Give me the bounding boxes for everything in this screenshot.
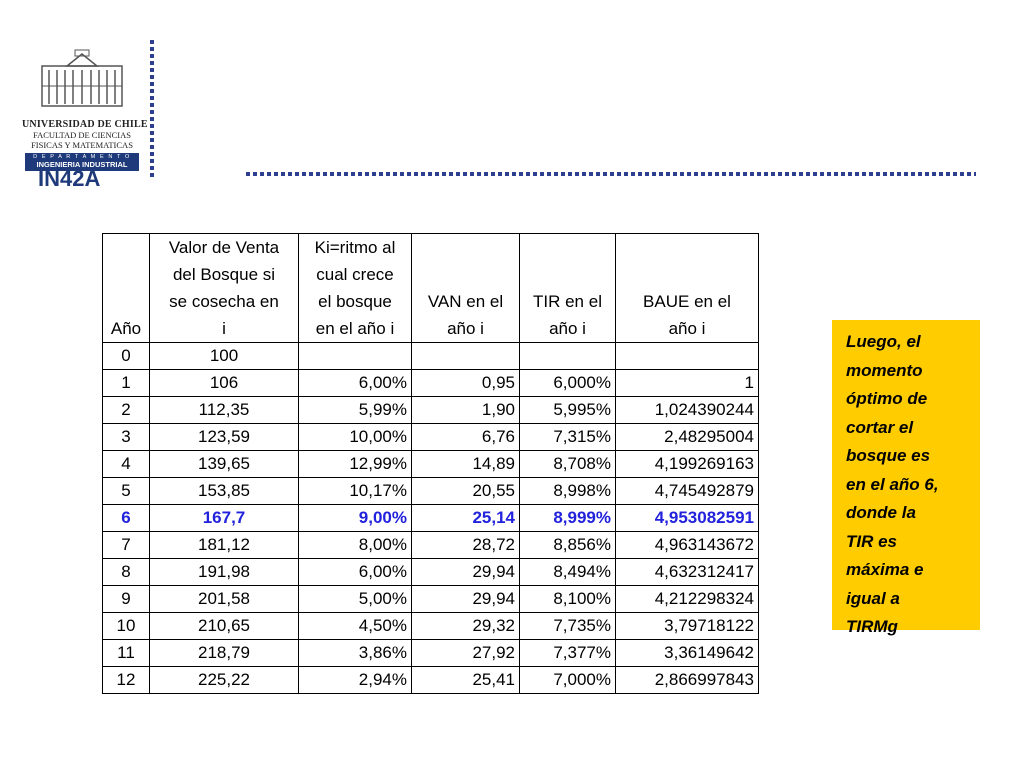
table-cell: 201,58 — [150, 586, 299, 613]
table-cell: 5,99% — [299, 397, 412, 424]
table-cell: 218,79 — [150, 640, 299, 667]
table-cell: 6,76 — [412, 424, 520, 451]
table-cell: 1 — [103, 370, 150, 397]
table-cell: 6 — [103, 505, 150, 532]
table-cell: 106 — [150, 370, 299, 397]
callout-line: igual a — [846, 588, 900, 608]
column-header-line: año i — [447, 319, 484, 338]
table-cell: 25,14 — [412, 505, 520, 532]
table-cell: 8,856% — [520, 532, 616, 559]
column-header — [616, 234, 759, 343]
table-row — [103, 667, 759, 694]
table-cell: 8,998% — [520, 478, 616, 505]
table-row — [103, 532, 759, 559]
table-cell: 4,963143672 — [616, 532, 759, 559]
table-row — [103, 343, 759, 370]
column-header-line: Año — [110, 319, 142, 338]
table-cell: 29,94 — [412, 559, 520, 586]
table-row — [103, 586, 759, 613]
table-cell: 2 — [103, 397, 150, 424]
table-cell: 3,36149642 — [616, 640, 759, 667]
table-cell: 1,90 — [412, 397, 520, 424]
table-cell: 4,212298324 — [616, 586, 759, 613]
table-cell: 7,735% — [520, 613, 616, 640]
table-cell: 6,000% — [520, 370, 616, 397]
column-header-line: Ki=ritmo al — [314, 238, 396, 257]
table-cell — [520, 343, 616, 370]
column-header-line: el bosque — [318, 292, 392, 311]
table-cell: 8,494% — [520, 559, 616, 586]
logo-department-name: INGENIERIA INDUSTRIAL — [25, 160, 139, 171]
callout-line: TIRMg — [846, 617, 898, 636]
table-cell: 139,65 — [150, 451, 299, 478]
column-header-line: año i — [668, 319, 706, 338]
callout-line: donde la — [846, 503, 916, 522]
table-cell: 8,00% — [299, 532, 412, 559]
table-cell: 3 — [103, 424, 150, 451]
table-cell: 7 — [103, 532, 150, 559]
logo-faculty-1: FACULTAD DE CIENCIAS — [32, 130, 132, 140]
table-cell: 6,00% — [299, 370, 412, 397]
logo-department: D E P A R T A M E N T O — [25, 153, 139, 160]
table-row — [103, 613, 759, 640]
column-header — [103, 234, 150, 343]
conclusion-callout — [832, 320, 980, 636]
table-cell: 11 — [103, 640, 150, 667]
table-cell: 4,632312417 — [616, 559, 759, 586]
table-cell: 5 — [103, 478, 150, 505]
callout-line: momento — [846, 360, 923, 380]
table-cell: 8,999% — [520, 505, 616, 532]
table-cell: 10 — [103, 613, 150, 640]
column-header — [150, 234, 299, 343]
table-cell: 29,32 — [412, 613, 520, 640]
table-cell: 4,50% — [299, 613, 412, 640]
horizontal-dotted-divider — [246, 172, 976, 176]
table-cell: 153,85 — [150, 478, 299, 505]
table-cell: 10,17% — [299, 478, 412, 505]
table-row — [103, 505, 759, 532]
table-row — [103, 478, 759, 505]
table-cell: 0 — [103, 343, 150, 370]
column-header-line: se cosecha en — [169, 292, 279, 311]
table-row — [103, 370, 759, 397]
table-cell: 12 — [103, 667, 150, 694]
building-icon — [37, 48, 127, 108]
table-cell: 1 — [616, 370, 759, 397]
table-cell: 7,377% — [520, 640, 616, 667]
callout-line: bosque es — [846, 446, 931, 465]
table-cell: 7,315% — [520, 424, 616, 451]
table-cell: 3,79718122 — [616, 613, 759, 640]
column-header-line: en el año i — [315, 319, 395, 338]
table-row — [103, 559, 759, 586]
table-cell: 181,12 — [150, 532, 299, 559]
table-cell: 29,94 — [412, 586, 520, 613]
table-cell: 12,99% — [299, 451, 412, 478]
logo-university: UNIVERSIDAD DE CHILE — [22, 119, 148, 130]
table-cell — [616, 343, 759, 370]
callout-line: en el año 6, — [846, 474, 939, 494]
callout-line: máxima e — [846, 560, 924, 579]
table-cell: 0,95 — [412, 370, 520, 397]
table-cell: 123,59 — [150, 424, 299, 451]
table-cell: 167,7 — [150, 505, 299, 532]
table-cell: 112,35 — [150, 397, 299, 424]
column-header-line: Valor de Venta — [168, 238, 280, 257]
table-body — [103, 343, 759, 694]
column-header — [520, 234, 616, 343]
table-cell: 5,00% — [299, 586, 412, 613]
table-row — [103, 424, 759, 451]
table-cell: 27,92 — [412, 640, 520, 667]
table-row — [103, 451, 759, 478]
table-cell: 2,94% — [299, 667, 412, 694]
column-header-line: del Bosque si — [172, 265, 276, 284]
table-cell: 8,100% — [520, 586, 616, 613]
column-header-line: TIR en el — [533, 292, 602, 311]
course-code: IN42A — [38, 166, 101, 191]
table-row — [103, 397, 759, 424]
callout-line: Luego, el — [846, 332, 921, 351]
column-header-line: año i — [549, 319, 586, 338]
table-cell: 10,00% — [299, 424, 412, 451]
logo-faculty-2: FISICAS Y MATEMATICAS — [31, 140, 133, 150]
table-cell: 2,866997843 — [616, 667, 759, 694]
column-header-line: cual crece — [316, 265, 394, 284]
table-row — [103, 640, 759, 667]
table-cell: 100 — [150, 343, 299, 370]
table-cell: 5,995% — [520, 397, 616, 424]
table-cell: 4,199269163 — [616, 451, 759, 478]
table-cell: 210,65 — [150, 613, 299, 640]
table-header-row — [103, 234, 759, 343]
column-header — [299, 234, 412, 343]
table-cell: 3,86% — [299, 640, 412, 667]
table-cell: 28,72 — [412, 532, 520, 559]
column-header-line: VAN en el — [427, 292, 504, 311]
table-cell: 7,000% — [520, 667, 616, 694]
column-header-line: BAUE en el — [643, 292, 731, 311]
table-cell: 191,98 — [150, 559, 299, 586]
table-cell: 25,41 — [412, 667, 520, 694]
table-cell: 9 — [103, 586, 150, 613]
callout-line: óptimo de — [846, 389, 928, 408]
table-cell: 8 — [103, 559, 150, 586]
table-cell: 4,745492879 — [616, 478, 759, 505]
table-cell: 225,22 — [150, 667, 299, 694]
table-cell — [412, 343, 520, 370]
table-cell: 20,55 — [412, 478, 520, 505]
table-cell: 9,00% — [299, 505, 412, 532]
table-cell: 14,89 — [412, 451, 520, 478]
column-header — [412, 234, 520, 343]
table-cell: 2,48295004 — [616, 424, 759, 451]
forest-harvest-table — [102, 233, 759, 694]
table-cell: 8,708% — [520, 451, 616, 478]
table-cell: 6,00% — [299, 559, 412, 586]
table-cell — [299, 343, 412, 370]
table-cell: 1,024390244 — [616, 397, 759, 424]
university-logo — [22, 48, 148, 171]
callout-line: TIR es — [846, 531, 898, 551]
table-cell: 4 — [103, 451, 150, 478]
column-header-line: i — [222, 319, 226, 338]
vertical-dotted-divider — [150, 40, 154, 180]
table-cell: 4,953082591 — [616, 505, 759, 532]
callout-line: cortar el — [846, 417, 914, 437]
